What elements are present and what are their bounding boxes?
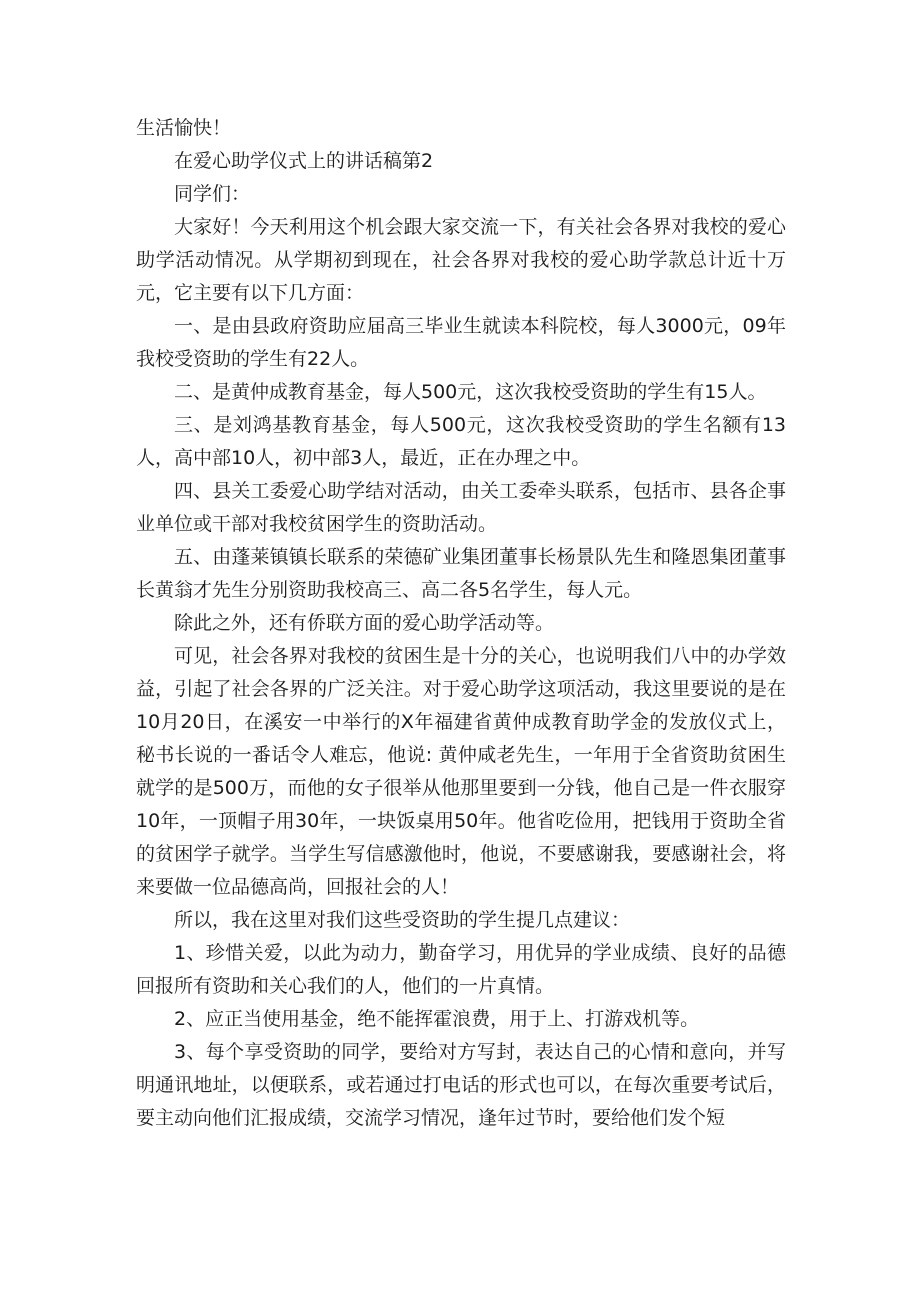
paragraph-closing-line: 生活愉快！ bbox=[136, 117, 232, 139]
salutation: 同学们： bbox=[174, 183, 251, 205]
speech-title: 在爱心助学仪式上的讲话稿第2 bbox=[174, 150, 434, 172]
paragraph-story: 可见，社会各界对我校的贫困生是十分的关心，也说明我们八中的办学效益，引起了社会各界的广泛关注。对于爱心助学这项活动，我这里要说的是在10月20日，在溪安一中举行的X年福建省黄仲成教育助学金的发放仪式上，秘书长说的一番话令人难忘，他说: 黄仲咸老先生，一年用于全省资助贫困生就学的是500万，而他的女子很举从他那里要到一分钱，他自己是一件衣服穿10年，一顶帽子用30年，一块饭桌用50年。他省吃俭用，把钱用于资助全省的贫困学子就学。当学生写信感激他时，他说，不要感谢我，要感谢社会，将来要做一位品德高尚，回报社会的人！ bbox=[136, 645, 786, 898]
paragraph-item-5: 五、由蓬莱镇镇长联系的荣德矿业集团董事长杨景队先生和隆恩集团董事长黄翁才先生分别资助我校高三、高二各5名学生，每人元。 bbox=[136, 546, 786, 601]
paragraph-suggestion-2: 2、应正当使用基金，绝不能挥霍浪费，用于上、打游戏机等。 bbox=[174, 1008, 700, 1030]
document-body bbox=[136, 112, 786, 1135]
paragraph-item-2: 二、是黄仲成教育基金，每人500元，这次我校受资助的学生有15人。 bbox=[174, 381, 767, 403]
paragraph-item-4: 四、县关工委爱心助学结对活动，由关工委牵头联系，包括市、县各企事业单位或干部对我校贫困学生的资助活动。 bbox=[136, 480, 786, 535]
paragraph-suggestions-intro: 所以，我在这里对我们这些受资助的学生提几点建议： bbox=[174, 909, 631, 931]
paragraph-suggestion-1: 1、珍惜关爱，以此为动力，勤奋学习，用优异的学业成绩、良好的品德回报所有资助和关心我们的人，他们的一片真情。 bbox=[136, 942, 786, 997]
paragraph-intro: 大家好！今天利用这个机会跟大家交流一下，有关社会各界对我校的爱心助学活动情况。从学期初到现在，社会各界对我校的爱心助学款总计近十万元，它主要有以下几方面： bbox=[136, 216, 786, 304]
paragraph-item-3: 三、是刘鸿基教育基金，每人500元，这次我校受资助的学生名额有13人，高中部10人，初中部3人，最近，正在办理之中。 bbox=[136, 414, 786, 469]
paragraph-item-1: 一、是由县政府资助应届高三毕业生就读本科院校，每人3000元，09年我校受资助的学生有22人。 bbox=[136, 315, 786, 370]
paragraph-other: 除此之外，还有侨联方面的爱心助学活动等。 bbox=[174, 612, 555, 634]
paragraph-suggestion-3: 3、每个享受资助的同学，要给对方写封，表达自己的心情和意向，并写明通讯地址，以便联系，或若通过打电话的形式也可以，在每次重要考试后，要主动向他们汇报成绩，交流学习情况，逢年过节时，要给他们发个短 bbox=[136, 1041, 786, 1129]
